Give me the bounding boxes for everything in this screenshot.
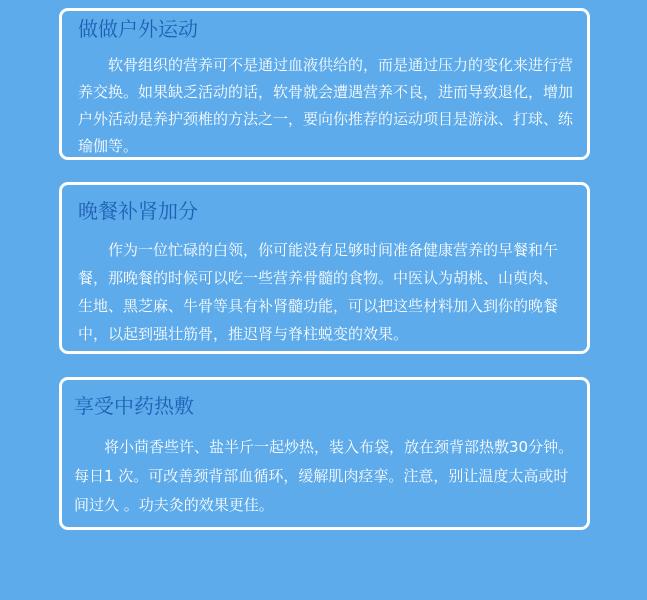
section-card-outdoor-exercise xyxy=(59,8,590,160)
section-card-herbal-compress xyxy=(59,377,590,530)
section-body: 软骨组织的营养可不是通过血液供给的，而是通过压力的变化来进行营养交换。如果缺乏活动的话，软骨就会遭遇营养不良，进而导致退化，增加户外活动是养护颈椎的方法之一，要向你推荐的运动项目是游泳、打球、练瑜伽等。 xyxy=(78,56,574,155)
section-title: 享受中药热敷 xyxy=(74,394,194,418)
section-body: 作为一位忙碌的白领，你可能没有足够时间准备健康营养的早餐和午餐，那晚餐的时候可以吃一些营养骨髓的食物。中医认为胡桃、山萸肉、生地、黑芝麻、牛骨等具有补肾髓功能，可以把这些材料加入到你的晚餐中，以起到强壮筋骨，推迟肾与脊柱蜕变的效果。 xyxy=(78,241,559,343)
section-card-dinner-kidney xyxy=(59,182,590,354)
section-title: 晚餐补肾加分 xyxy=(78,199,198,223)
section-title: 做做户外运动 xyxy=(78,17,198,41)
section-body: 将小茴香些许、盐半斤一起炒热，装入布袋，放在颈背部热敷30分钟。每日1 次。可改善颈背部血循环，缓解肌肉痉挛。注意，别让温度太高或时间过久 。功夫灸的效果更佳。 xyxy=(74,438,574,514)
